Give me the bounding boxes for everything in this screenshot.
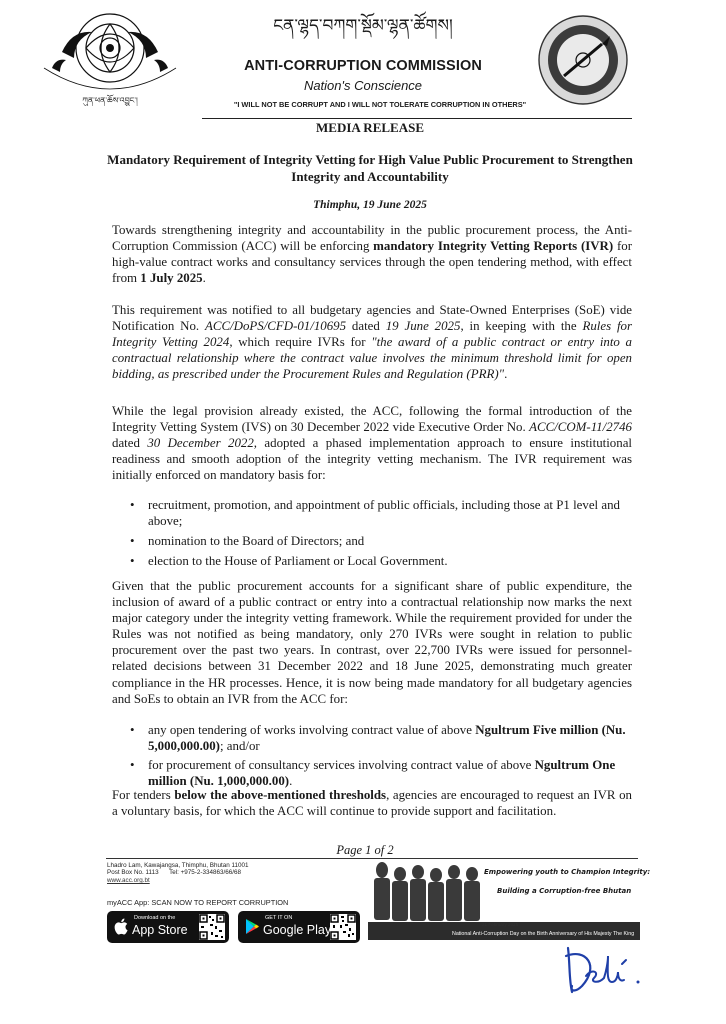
po-box: Post Box No. 1113 — [107, 869, 159, 877]
integrity-pledge: "I WILL NOT BE CORRUPT AND I WILL NOT TOLERATE CORRUPTION IN OTHERS" — [233, 100, 527, 109]
release-title: Mandatory Requirement of Integrity Vetting for High Value Public Procurement to Strengthen Integrity and Accountability — [107, 152, 633, 184]
org-name: ANTI-CORRUPTION COMMISSION — [244, 58, 482, 74]
initial-requirements-list — [130, 497, 640, 569]
qr-code-icon — [199, 914, 225, 940]
bullet: • — [130, 554, 135, 569]
footer-rule — [106, 858, 638, 859]
apple-icon — [114, 918, 128, 935]
header-rule — [202, 118, 632, 119]
svg-text:ཀུན་ཕན་ཆོས་འབྱུང་།: ཀུན་ཕན་ཆོས་འབྱུང་། — [82, 96, 138, 105]
list-item: • any open tendering of works involving contract value of above Ngultrum Five million (Nu. 5,000,000.00); and/or — [130, 723, 626, 754]
address-line: Lhadro Lam, Kawajangsa, Thimphu, Bhutan 11001 — [107, 862, 249, 869]
google-play-badge[interactable] — [238, 911, 360, 943]
contact-address — [107, 862, 307, 884]
banner-event: National Anti-Corruption Day on the Birth Anniversary of His Majesty The King — [452, 931, 635, 937]
google-play-small-label: GET IT ON — [265, 915, 293, 921]
acc-seal-logo — [528, 14, 638, 106]
list-item: • nomination to the Board of Directors; and — [130, 534, 365, 549]
google-play-label: Google Play — [263, 923, 332, 937]
bullet: • — [130, 723, 135, 737]
dateline: Thimphu, 19 June 2025 — [313, 199, 427, 211]
paragraph-4: Given that the public procurement accounts for a significant share of public expenditure, the inclusion of award of a public contract or entry into a contractual relationship now marks the next major category under the integrity vetting framework. While the requirement provided for under the Rules was not notified as being mandatory, only 270 IVRs were sought in relation to public procurement over the past two years. In contrast, over 22,700 IVRs were issued for personnel-related decisions between 31 December 2022 and 18 June 2025, demonstrating much greater compliance in the HR processes. Hence, it is now being made mandatory for all budgetary agencies and SoEs to obtain an IVR from the ACC for: — [112, 579, 632, 706]
banner-subheadline: Building a Corruption-free Bhutan — [497, 887, 632, 895]
telephone: Tel: +975-2-334863/66/68 — [169, 869, 242, 877]
google-play-icon — [245, 918, 259, 935]
list-item: • recruitment, promotion, and appointment of public officials, including those at P1 level and above; — [130, 498, 620, 529]
website-link[interactable]: www.acc.org.bt — [107, 876, 150, 884]
app-store-small-label: Download on the — [134, 915, 176, 921]
bullet: • — [130, 498, 135, 512]
org-motto: Nation's Conscience — [303, 78, 423, 93]
paragraph-5: For tenders below the above-mentioned thresholds, agencies are encouraged to request an IVR on a voluntary basis, for which the ACC will continue to provide support and facilitation. — [112, 788, 632, 819]
dzongkha-org-name: ངན་ལྷད་བཀག་སྡོམ་ལྷན་ཚོགས། — [273, 16, 453, 36]
bhutan-emblem-logo — [22, 6, 198, 106]
media-release-label: MEDIA RELEASE — [316, 120, 424, 135]
paragraph-3: While the legal provision already existed, the ACC, following the formal introduction of the Integrity Vetting System (IVS) on 30 December 2022 vide Executive Order No. ACC/COM-11/2746 dated 30 December 2022, adopted a phased implementation approach to ensure institutional readiness and smooth adoption of the integrity vetting mechanism. The IVR requirement was initially enforced on mandatory basis for: — [112, 404, 633, 483]
bullet: • — [130, 758, 135, 773]
paragraph-2: This requirement was notified to all budgetary agencies and State-Owned Enterprises (SoE) vide Notification No. ACC/DoPS/CFD-01/10695 dated 19 June 2025, in keeping with the Rules for Integrity Vetting 2024, which require IVRs for "the award of a public contract or entry into a contractual relationship where the contract value involves the minimum threshold limit for open bidding, as prescribed under the Procurement Rules and Regulation (PRR)". — [112, 303, 633, 382]
banner-date: 21 February 2025 — [482, 922, 519, 927]
app-store-badge[interactable] — [107, 911, 229, 943]
app-store-label: App Store — [132, 923, 188, 937]
bullet: • — [130, 534, 135, 549]
myacc-app-prompt: myACC App: SCAN NOW TO REPORT CORRUPTION — [107, 898, 289, 907]
qr-code-icon — [330, 914, 356, 940]
handwritten-signature — [556, 942, 646, 998]
paragraph-1: Towards strengthening integrity and accountability in the public procurement process, the Anti-Corruption Commission (ACC) will be enforcing mandatory Integrity Vetting Reports (IVR) for high-value contract works and consultancy services through the open tendering method, with effect from 1 July 2025. — [112, 223, 632, 286]
page-number: Page 1 of 2 — [336, 843, 394, 857]
list-item: • for procurement of consultancy services involving contract value of above Ngultrum One million (Nu. 1,000,000.00). — [130, 758, 616, 789]
threshold-list — [130, 722, 640, 789]
list-item: • election to the House of Parliament or Local Government. — [130, 554, 448, 569]
banner-headline: Empowering youth to Champion Integrity: — [484, 868, 651, 876]
